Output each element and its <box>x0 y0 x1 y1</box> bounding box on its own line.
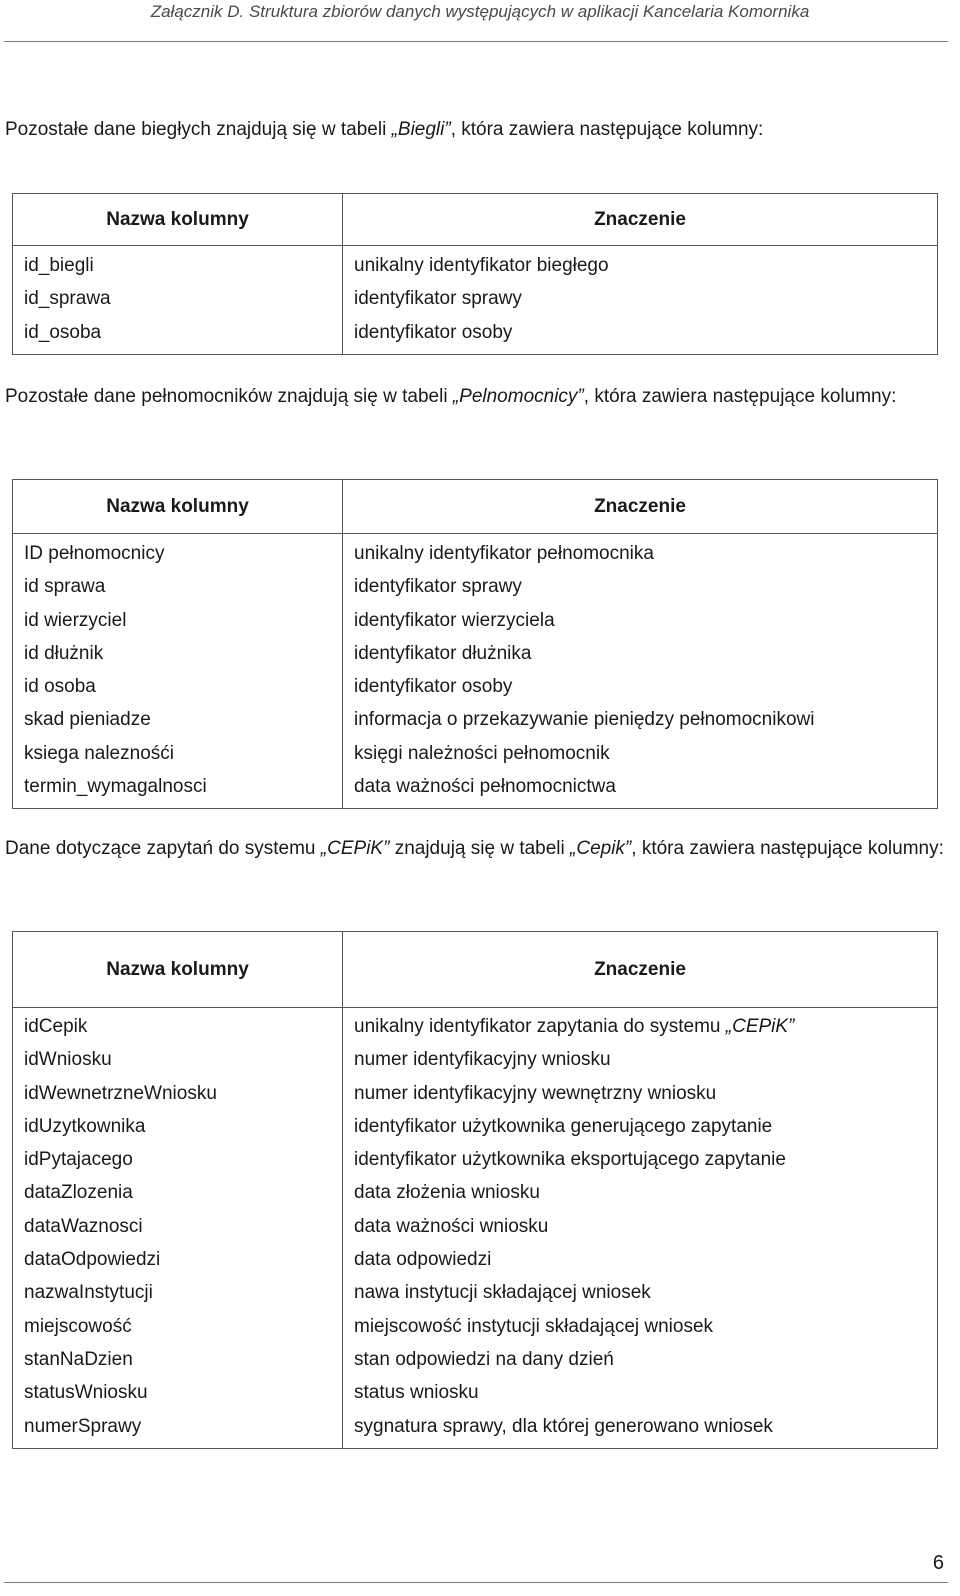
column-meaning <box>354 604 926 637</box>
column-meaning-text: identyfikator dłużnika <box>354 642 532 664</box>
column-meaning <box>354 316 926 349</box>
table-header-row <box>13 194 938 246</box>
column-name <box>24 770 331 803</box>
column-name-text: nazwaInstytucji <box>24 1282 153 1304</box>
column-meaning-system-name: „CEPiK” <box>725 1016 795 1037</box>
column-name-text: idWniosku <box>24 1049 112 1071</box>
column-name <box>24 316 331 349</box>
column-name <box>24 1210 331 1243</box>
column-meaning <box>354 637 926 670</box>
header-title: Załącznik D. Struktura zbiorów danych występujących w aplikacji Kancelaria Komornika <box>150 2 810 21</box>
column-name-text: numerSprawy <box>24 1415 142 1437</box>
column-header-meaning: Znaczenie <box>343 932 938 1008</box>
cepik-intro-text: Dane dotyczące zapytań do systemu <box>5 838 321 859</box>
column-meaning <box>354 1243 926 1276</box>
column-meaning <box>354 1110 926 1143</box>
column-name <box>24 1110 331 1143</box>
column-meaning <box>354 1143 926 1176</box>
column-name-text: id_osoba <box>24 321 102 343</box>
column-meaning <box>354 1176 926 1209</box>
column-meaning-text: unikalny identyfikator pełnomocnika <box>354 543 654 564</box>
biegli-meanings <box>344 247 936 353</box>
column-name-text: idUzytkownika <box>24 1115 146 1137</box>
column-name <box>24 537 331 570</box>
column-meaning-text: identyfikator osoby <box>354 321 513 343</box>
cepik-table-name: „Cepik” <box>570 838 632 859</box>
column-meaning <box>354 670 926 703</box>
column-meaning-text: unikalny identyfikator biegłego <box>354 255 609 276</box>
table-header-row <box>13 480 938 534</box>
column-meaning <box>354 537 926 570</box>
table-body <box>13 246 938 355</box>
column-meaning-text: identyfikator sprawy <box>354 288 522 310</box>
column-meaning <box>354 1310 926 1343</box>
column-name <box>24 1043 331 1076</box>
column-name <box>24 1376 331 1409</box>
column-name <box>24 249 331 282</box>
column-name-text: miejscowość <box>24 1315 132 1337</box>
column-meaning <box>354 1077 926 1110</box>
column-meaning <box>354 1410 926 1443</box>
column-name-text: dataWaznosci <box>24 1215 143 1237</box>
column-meaning-text: księgi należności pełnomocnik <box>354 742 610 764</box>
column-name-text: ksiega naleznośći <box>24 742 174 764</box>
cepik-intro-text-end: , która zawiera następujące kolumny: <box>631 838 944 859</box>
column-name-text: id dłużnik <box>24 642 104 664</box>
biegli-names <box>14 247 341 353</box>
column-meaning <box>354 770 926 803</box>
cepik-table <box>12 931 938 1449</box>
column-meaning-text: status wniosku <box>354 1382 479 1404</box>
column-name <box>24 282 331 315</box>
column-header-name: Nazwa kolumny <box>13 932 343 1008</box>
column-name <box>24 637 331 670</box>
column-meaning-text: identyfikator osoby <box>354 676 513 698</box>
column-meaning-text: numer identyfikacyjny wewnętrzny wniosku <box>354 1082 717 1104</box>
column-meaning <box>354 1376 926 1409</box>
column-name <box>24 737 331 770</box>
column-name <box>24 670 331 703</box>
column-meaning-text: data ważności wniosku <box>354 1215 549 1237</box>
column-meaning <box>354 1210 926 1243</box>
column-name-text: ID pełnomocnicy <box>24 543 165 564</box>
column-meaning-text: data odpowiedzi <box>354 1249 492 1271</box>
column-meaning-text: identyfikator użytkownika eksportującego zapytanie <box>354 1149 786 1171</box>
pelnomocnicy-names <box>14 535 341 807</box>
pelnomocnicy-table <box>12 479 938 809</box>
column-name <box>24 1410 331 1443</box>
column-meaning-text: identyfikator użytkownika generującego zapytanie <box>354 1115 773 1137</box>
biegli-intro-text: Pozostałe dane biegłych znajdują się w tabeli <box>5 119 392 140</box>
table-body <box>13 1008 938 1449</box>
column-meaning-text: nawa instytucji składającej wniosek <box>354 1282 651 1304</box>
biegli-intro <box>5 113 953 147</box>
column-meaning <box>354 282 926 315</box>
column-name <box>24 1276 331 1309</box>
column-name-text: id_sprawa <box>24 288 111 310</box>
biegli-table <box>12 193 938 355</box>
cepik-meanings <box>344 1009 936 1447</box>
column-name-text: statusWniosku <box>24 1382 148 1404</box>
column-meaning-text: unikalny identyfikator zapytania do systemu <box>354 1016 726 1037</box>
column-meaning <box>354 1343 926 1376</box>
cepik-intro-text-mid: znajdują się w tabeli <box>389 838 571 859</box>
column-meaning-text: sygnatura sprawy, dla której generowano wniosek <box>354 1415 773 1437</box>
column-name <box>24 1243 331 1276</box>
column-name <box>24 604 331 637</box>
column-name-text: dataOdpowiedzi <box>24 1249 161 1271</box>
page-header <box>0 0 960 24</box>
column-name-text: stanNaDzien <box>24 1348 133 1370</box>
biegli-intro-text-end: , która zawiera następujące kolumny: <box>450 119 764 140</box>
column-name-text: termin_wymagalnosci <box>24 776 207 798</box>
column-header-meaning: Znaczenie <box>343 194 938 246</box>
column-name <box>24 1310 331 1343</box>
column-meaning <box>354 1043 926 1076</box>
cepik-intro <box>5 832 953 866</box>
page-number: 6 <box>932 1552 944 1574</box>
column-meaning-text: informacja o przekazywanie pieniędzy pełnomocnikowi <box>354 709 815 731</box>
column-header-name: Nazwa kolumny <box>13 194 343 246</box>
pelnomocnicy-intro-text: Pozostałe dane pełnomocników znajdują się w tabeli <box>5 386 453 407</box>
biegli-table-name: „Biegli” <box>391 119 451 140</box>
column-meaning <box>354 570 926 603</box>
column-name-text: idPytajacego <box>24 1149 133 1171</box>
column-name <box>24 570 331 603</box>
column-meaning <box>354 1276 926 1309</box>
column-name <box>24 1176 331 1209</box>
column-name <box>24 1010 331 1043</box>
pelnomocnicy-table-name: „Pelnomocnicy” <box>452 386 584 407</box>
cepik-system-name: „CEPiK” <box>320 838 390 859</box>
column-name <box>24 1077 331 1110</box>
column-name-text: dataZlozenia <box>24 1182 133 1204</box>
column-name-text: idWewnetrzneWniosku <box>24 1082 217 1104</box>
column-meaning <box>354 737 926 770</box>
column-name <box>24 1143 331 1176</box>
pelnomocnicy-meanings <box>344 535 936 807</box>
column-name-text: id wierzyciel <box>24 609 127 631</box>
column-meaning-text: identyfikator sprawy <box>354 576 522 598</box>
column-header-name: Nazwa kolumny <box>13 480 343 534</box>
column-meaning-text: miejscowość instytucji składającej wniosek <box>354 1315 714 1337</box>
pelnomocnicy-intro-text-end: , która zawiera następujące kolumny: <box>583 386 897 407</box>
column-name-text: id_biegli <box>24 255 94 276</box>
table-body <box>13 534 938 809</box>
column-name-text: idCepik <box>24 1016 88 1037</box>
column-name <box>24 1343 331 1376</box>
column-name <box>24 703 331 736</box>
column-meaning-text: data ważności pełnomocnictwa <box>354 776 616 798</box>
cepik-names <box>14 1009 341 1447</box>
column-name-text: id osoba <box>24 676 96 698</box>
column-meaning-text: numer identyfikacyjny wniosku <box>354 1049 611 1071</box>
column-meaning <box>354 249 926 282</box>
column-name-text: id sprawa <box>24 576 106 598</box>
header-divider <box>4 41 948 42</box>
column-name-text: skad pieniadze <box>24 709 151 731</box>
column-meaning-text: identyfikator wierzyciela <box>354 609 555 631</box>
table-header-row <box>13 932 938 1008</box>
column-meaning-text: stan odpowiedzi na dany dzień <box>354 1348 614 1370</box>
footer-divider <box>4 1582 948 1583</box>
column-meaning <box>354 1010 926 1043</box>
column-header-meaning: Znaczenie <box>343 480 938 534</box>
column-meaning-text: data złożenia wniosku <box>354 1182 540 1204</box>
column-meaning <box>354 703 926 736</box>
pelnomocnicy-intro <box>5 380 953 414</box>
